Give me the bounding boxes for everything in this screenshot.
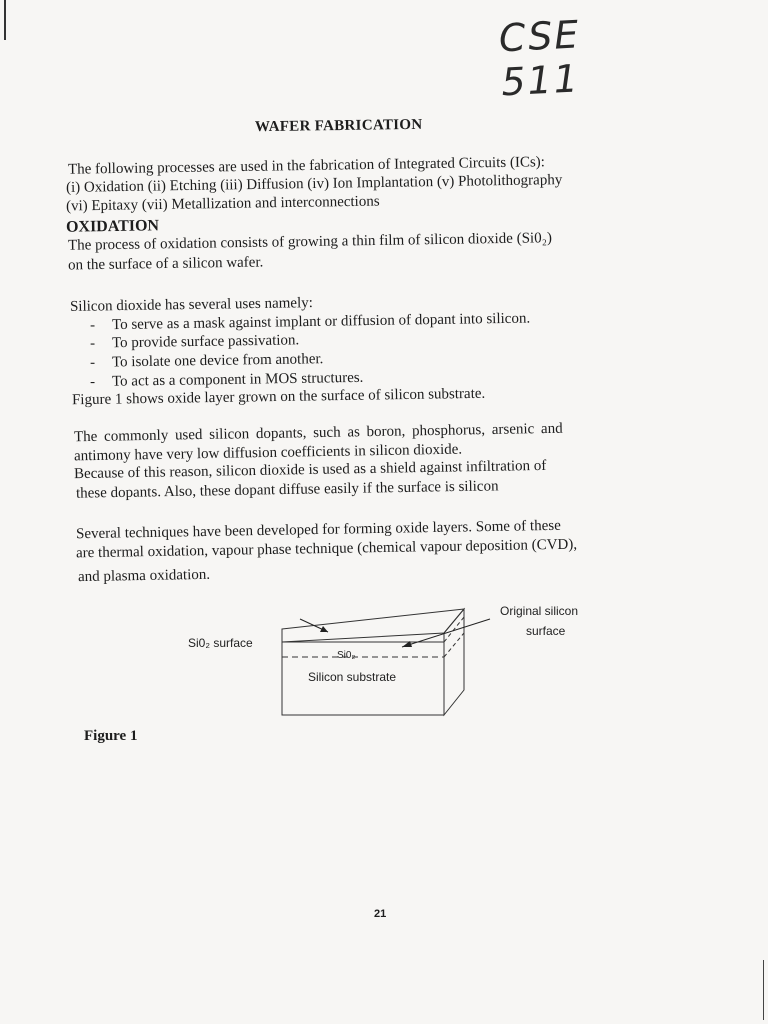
oxidation-para3-line2: are thermal oxidation, vapour phase technique (chemical vapour deposition (CVD), (75, 536, 578, 562)
list-item-text: To serve as a mask against implant or diffusion of dopant into silicon. (111, 310, 531, 334)
intro-line-2: (i) Oxidation (ii) Etching (iii) Diffusion (iv) Ion Implantation (v) Photolithography (65, 172, 563, 196)
wafer-top-face (282, 609, 464, 642)
label-original-silicon-2: surface (526, 624, 566, 638)
label-original-silicon-1: Original silicon (500, 604, 579, 618)
list-item-text: To provide surface passivation. (111, 332, 300, 352)
oxidation-para3-line3: and plasma oxidation. (77, 566, 211, 586)
binder-mark (4, 0, 6, 40)
oxidation-para2-line3: Because of this reason, silicon dioxide is used as a shield against infiltration of (73, 457, 547, 483)
figure-caption: Figure 1 (84, 728, 138, 744)
oxidation-para1-line2: on the surface of a silicon wafer. (67, 254, 264, 274)
section-heading-oxidation: OXIDATION (65, 217, 160, 236)
intro-line-3: (vi) Epitaxy (vii) Metallization and interconnections (65, 193, 380, 215)
oxidation-para2-line4: these dopants. Also, these dopant diffuse easily if the surface is silicon (75, 478, 499, 502)
list-item-text: To act as a component in MOS structures. (111, 369, 364, 390)
oxidation-para3-line1: Several techniques have been developed for forming oxide layers. Some of these (75, 517, 561, 543)
list-item: - To provide surface passivation. (89, 332, 300, 352)
list-item: - To isolate one device from another. (89, 351, 324, 371)
figure-1-diagram (180, 595, 620, 725)
page-number: 21 (374, 908, 387, 920)
oxidation-para1-line1: The process of oxidation consists of growing a thin film of silicon dioxide (Si0₂) (67, 230, 553, 254)
wafer-side-face (444, 609, 464, 715)
intro-line-1: The following processes are used in the fabrication of Integrated Circuits (ICs): (67, 154, 546, 178)
list-item: - To serve as a mask against implant or diffusion of dopant into silicon. (89, 310, 531, 334)
handwritten-course-code: CSE 511 (497, 12, 582, 105)
figure-reference-line: Figure 1 shows oxide layer grown on the surface of silicon substrate. (71, 385, 486, 409)
arrow-original-surface (402, 619, 490, 647)
list-item-text: To isolate one device from another. (111, 351, 324, 371)
label-silicon-substrate: Silicon substrate (308, 670, 397, 684)
oxidation-para2-line2: antimony have very low diffusion coefficients in silicon dioxide. (73, 441, 463, 465)
list-item: - To act as a component in MOS structures. (89, 369, 364, 391)
page-title: WAFER FABRICATION (254, 116, 423, 136)
oxidation-para2-line1: The commonly used silicon dopants, such as boron, phosphorus, arsenic and (73, 420, 563, 446)
label-sio2-surface: Si0₂ surface (188, 636, 253, 650)
page-edge-mark (763, 960, 764, 1020)
label-sio2-layer: Si0₂ (337, 650, 356, 661)
side-dashed-line (444, 633, 464, 657)
uses-intro: Silicon dioxide has several uses namely: (69, 295, 313, 315)
